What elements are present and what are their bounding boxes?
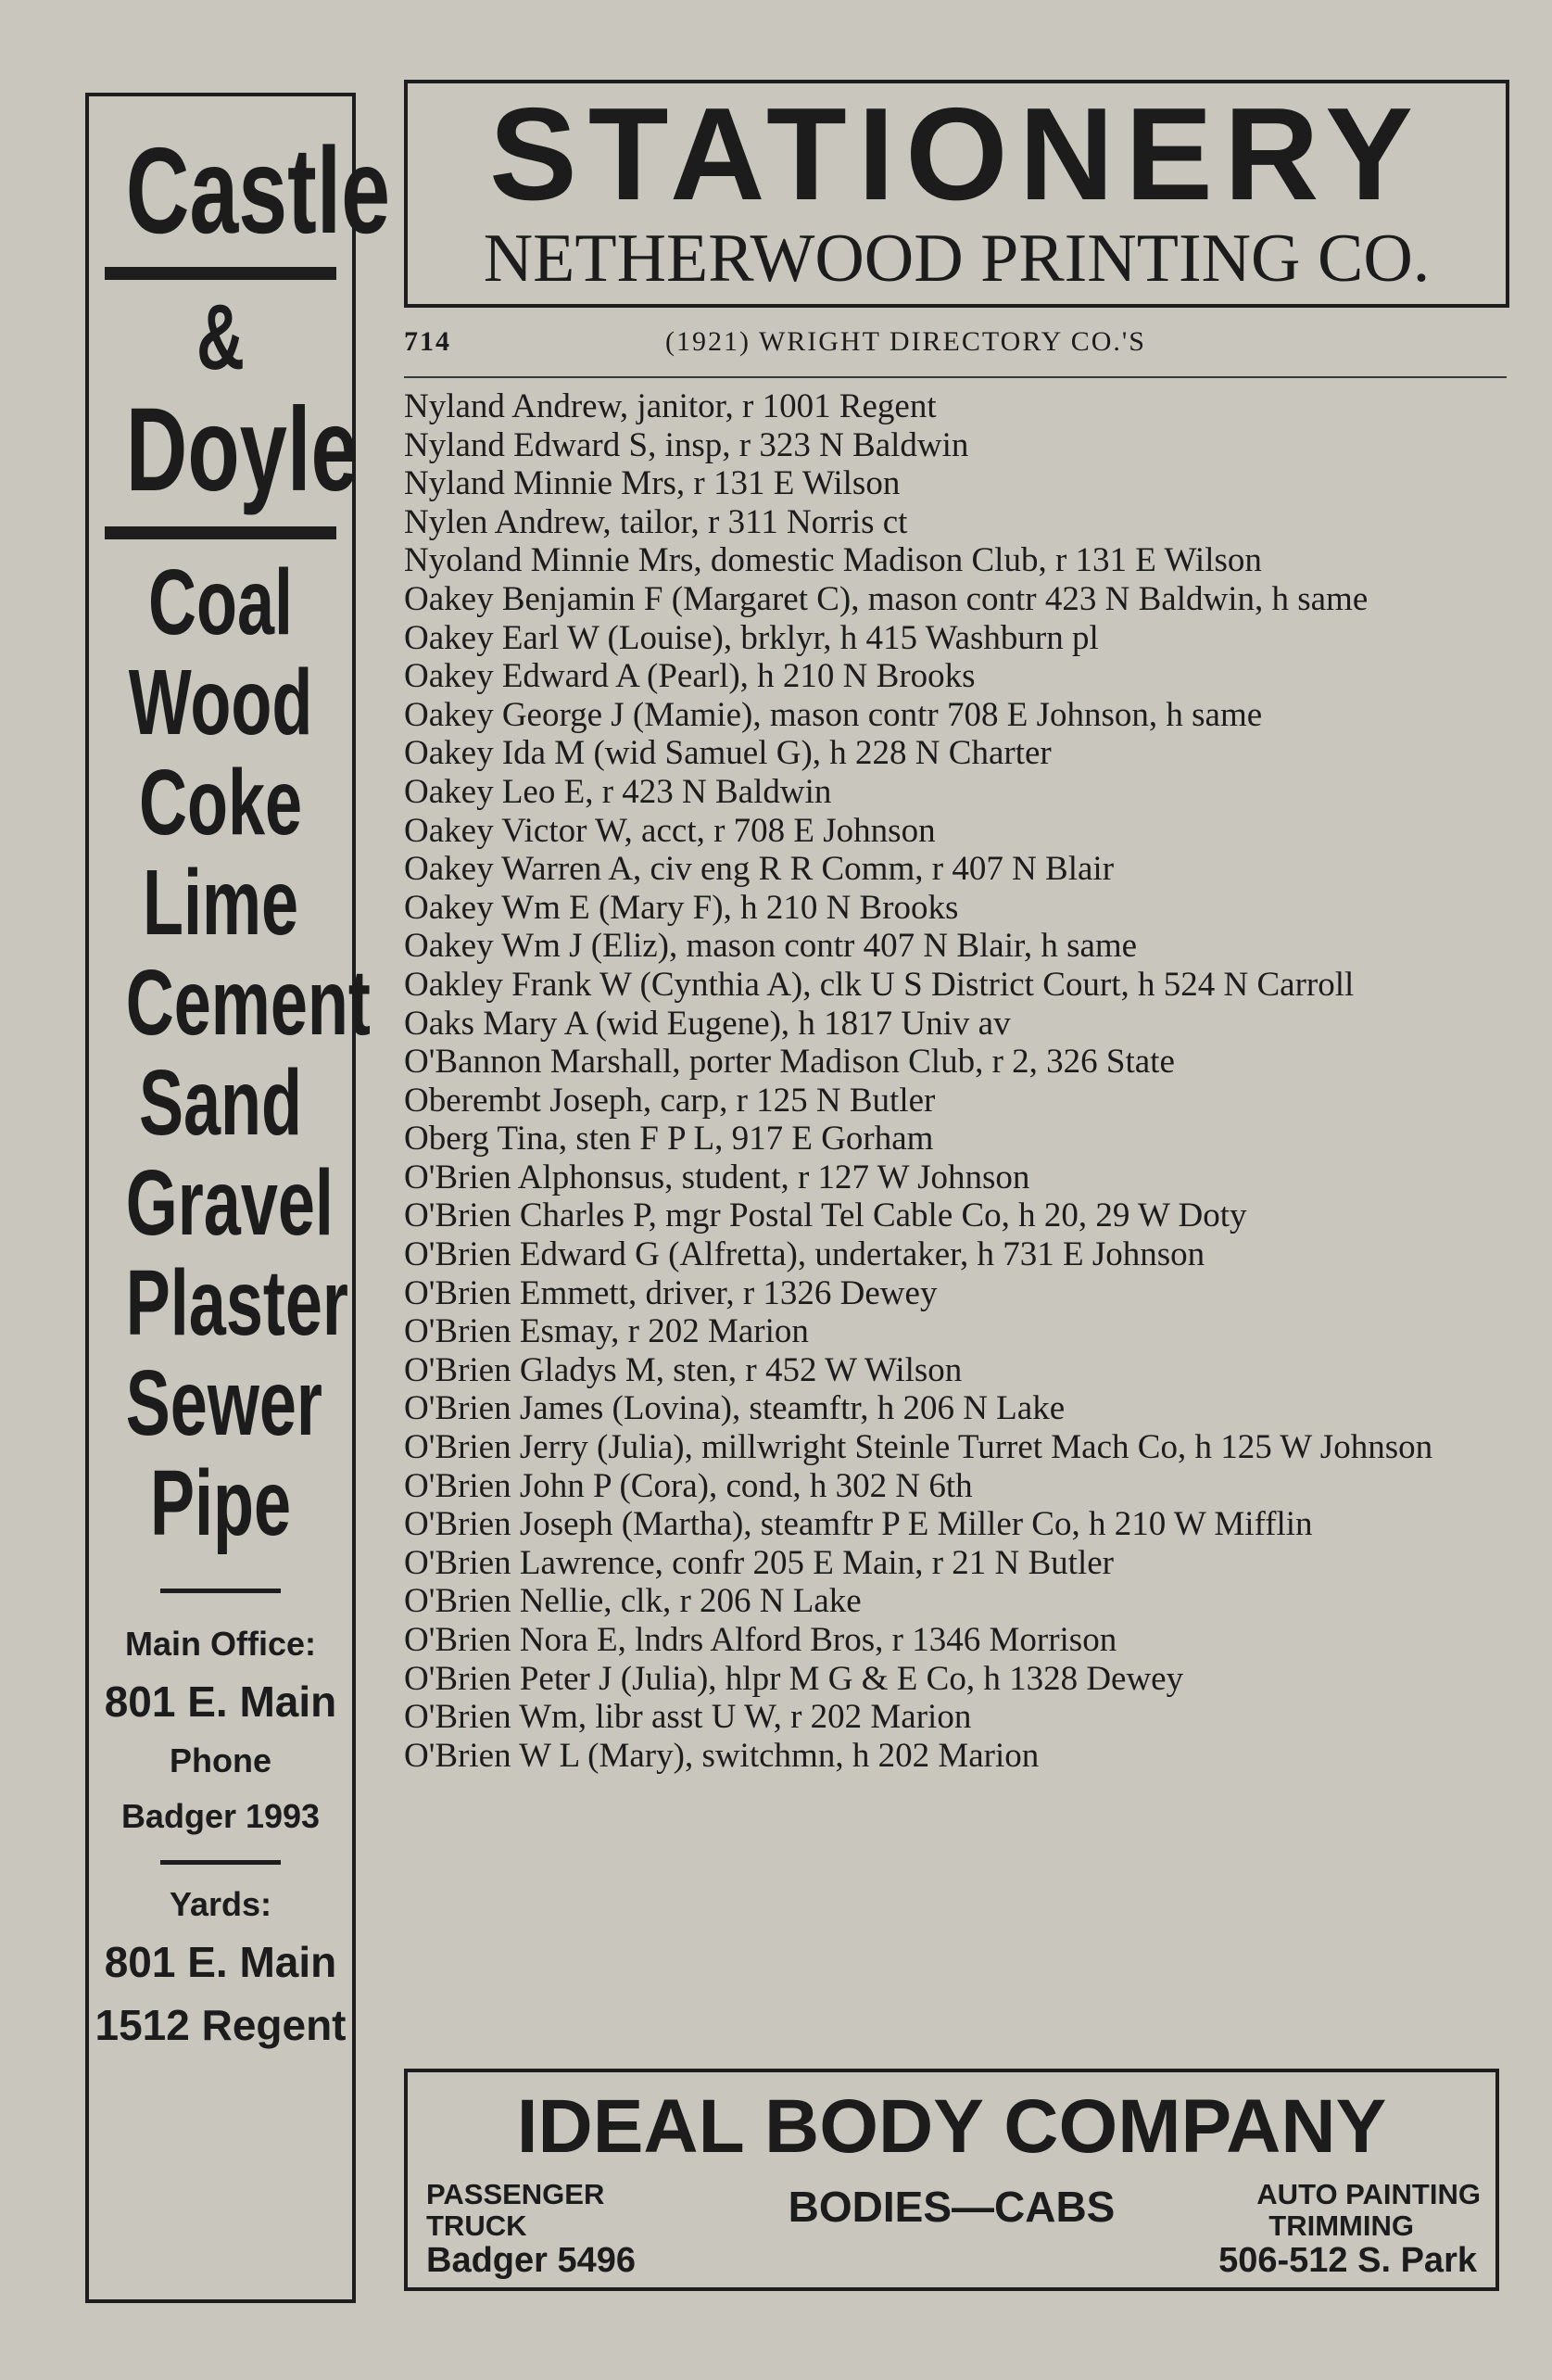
directory-entry: Nyland Andrew, janitor, r 1001 Regent: [404, 387, 937, 425]
stationery-headline: STATIONERY: [489, 81, 1424, 228]
directory-entry: Oakey Earl W (Louise), brklyr, h 415 Washburn pl: [404, 618, 1099, 657]
directory-entry: Oakey Leo E, r 423 N Baldwin: [404, 772, 832, 811]
service-passenger: PASSENGER: [426, 2178, 605, 2210]
directory-entry: O'Brien Edward G (Alfretta), undertaker, h 731 E Johnson: [404, 1235, 1205, 1274]
directory-entry: Oakey Ida M (wid Samuel G), h 228 N Charter: [404, 734, 1052, 773]
product-item: Sand: [138, 1051, 303, 1155]
main-office-address: 801 E. Main: [104, 1677, 337, 1726]
directory-entry: O'Brien John P (Cora), cond, h 302 N 6th: [404, 1466, 973, 1505]
product-item: Gravel: [125, 1151, 334, 1255]
ad-firm-castle: Castle: [125, 122, 391, 259]
main-office-label: Main Office:: [124, 1625, 316, 1663]
ideal-body-address: 506-512 S. Park: [1218, 2241, 1477, 2280]
directory-entry: O'Brien James (Lovina), steamftr, h 206 N Lake: [404, 1389, 1066, 1428]
ad-divider-line: [160, 1860, 281, 1865]
directory-entry: O'Brien Joseph (Martha), steamftr P E Miller Co, h 210 W Mifflin: [404, 1505, 1313, 1544]
directory-entry: O'Brien Lawrence, confr 205 E Main, r 21 N Butler: [404, 1543, 1114, 1582]
header-rule: [404, 376, 1507, 378]
service-trimming: TRIMMING: [1268, 2209, 1414, 2242]
product-item: Pipe: [149, 1451, 292, 1555]
product-item: Coal: [147, 551, 294, 654]
service-auto-painting: AUTO PAINTING: [1256, 2178, 1481, 2210]
directory-entry: Oberembt Joseph, carp, r 125 N Butler: [404, 1081, 936, 1120]
directory-entry: Nyland Edward S, insp, r 323 N Baldwin: [404, 425, 969, 464]
directory-entry: O'Brien Wm, libr asst U W, r 202 Marion: [404, 1698, 972, 1737]
ideal-body-phone: Badger 5496: [426, 2241, 637, 2280]
directory-entry: O'Brien Nora E, lndrs Alford Bros, r 1346 Morrison: [404, 1621, 1117, 1659]
product-item: Cement: [125, 951, 371, 1055]
directory-entry: Oakey Edward A (Pearl), h 210 N Brooks: [404, 657, 976, 696]
ad-firm-ampersand: &: [196, 285, 245, 389]
directory-entry: Nyoland Minnie Mrs, domestic Madison Club, r 131 E Wilson: [404, 541, 1262, 580]
printing-company-name: NETHERWOOD PRINTING CO.: [483, 221, 1431, 297]
directory-entry: O'Brien Charles P, mgr Postal Tel Cable Co, h 20, 29 W Doty: [404, 1196, 1247, 1235]
directory-entry: Oakey Benjamin F (Margaret C), mason contr 423 N Baldwin, h same: [404, 579, 1369, 618]
directory-entry: O'Brien Emmett, driver, r 1326 Dewey: [404, 1273, 938, 1312]
product-list: [89, 551, 371, 1557]
directory-entry: Oakey Warren A, civ eng R R Comm, r 407 N Blair: [404, 850, 1115, 889]
phone-label: Phone: [169, 1741, 271, 1779]
yards-address-1: 801 E. Main: [104, 1938, 337, 1986]
directory-entry: O'Brien Alphonsus, student, r 127 W Johnson: [404, 1158, 1030, 1196]
yards-label: Yards:: [169, 1885, 272, 1923]
directory-entry: Oberg Tina, sten F P L, 917 E Gorham: [404, 1120, 934, 1158]
directory-listing: [404, 387, 1508, 1775]
castle-doyle-ad: [85, 93, 391, 2303]
directory-entry: Nylen Andrew, tailor, r 311 Norris ct: [404, 502, 908, 541]
directory-entry: O'Brien Nellie, clk, r 206 N Lake: [404, 1582, 862, 1621]
ad-divider-line: [160, 1589, 281, 1593]
directory-entry: Oakley Frank W (Cynthia A), clk U S District Court, h 524 N Carroll: [404, 965, 1355, 1004]
product-item: Sewer: [125, 1351, 322, 1455]
product-item: Lime: [142, 851, 299, 955]
directory-entry: O'Brien Esmay, r 202 Marion: [404, 1312, 809, 1351]
ideal-body-name: IDEAL BODY COMPANY: [516, 2084, 1387, 2169]
directory-entry: O'Bannon Marshall, porter Madison Club, r 2, 326 State: [404, 1043, 1175, 1082]
product-item: Coke: [138, 751, 303, 855]
page-number: 714: [404, 326, 451, 357]
service-truck: TRUCK: [426, 2209, 527, 2242]
ideal-body-ad: [404, 2069, 1499, 2291]
phone-number: Badger 1993: [120, 1797, 321, 1835]
yards-address-2: 1512 Regent: [95, 2001, 347, 2049]
directory-entry: Oakey George J (Mamie), mason contr 708 E Johnson, h same: [404, 695, 1263, 734]
product-item: Plaster: [125, 1251, 348, 1355]
directory-entry: Oaks Mary A (wid Eugene), h 1817 Univ av: [404, 1004, 1011, 1043]
directory-entry: Oakey Wm E (Mary F), h 210 N Brooks: [404, 888, 959, 927]
directory-entry: O'Brien Peter J (Julia), hlpr M G & E Co, h 1328 Dewey: [404, 1659, 1184, 1698]
directory-entry: O'Brien Jerry (Julia), millwright Steinle Turret Mach Co, h 125 W Johnson: [404, 1428, 1433, 1467]
stationery-ad: [404, 80, 1509, 308]
product-item: Wood: [128, 651, 313, 754]
directory-entry: Oakey Victor W, acct, r 708 E Johnson: [404, 811, 936, 850]
directory-entry: O'Brien Gladys M, sten, r 452 W Wilson: [404, 1350, 963, 1389]
bodies-cabs: BODIES—CABS: [788, 2183, 1116, 2231]
directory-entry: O'Brien W L (Mary), switchmn, h 202 Marion: [404, 1736, 1040, 1775]
directory-title: (1921) WRIGHT DIRECTORY CO.'S: [665, 326, 1146, 357]
directory-entry: Nyland Minnie Mrs, r 131 E Wilson: [404, 464, 901, 503]
ad-firm-doyle: Doyle: [125, 384, 359, 516]
ad-divider-bar: [105, 526, 336, 539]
ad-divider-bar: [105, 267, 336, 280]
directory-entry: Oakey Wm J (Eliz), mason contr 407 N Blair, h same: [404, 927, 1138, 966]
